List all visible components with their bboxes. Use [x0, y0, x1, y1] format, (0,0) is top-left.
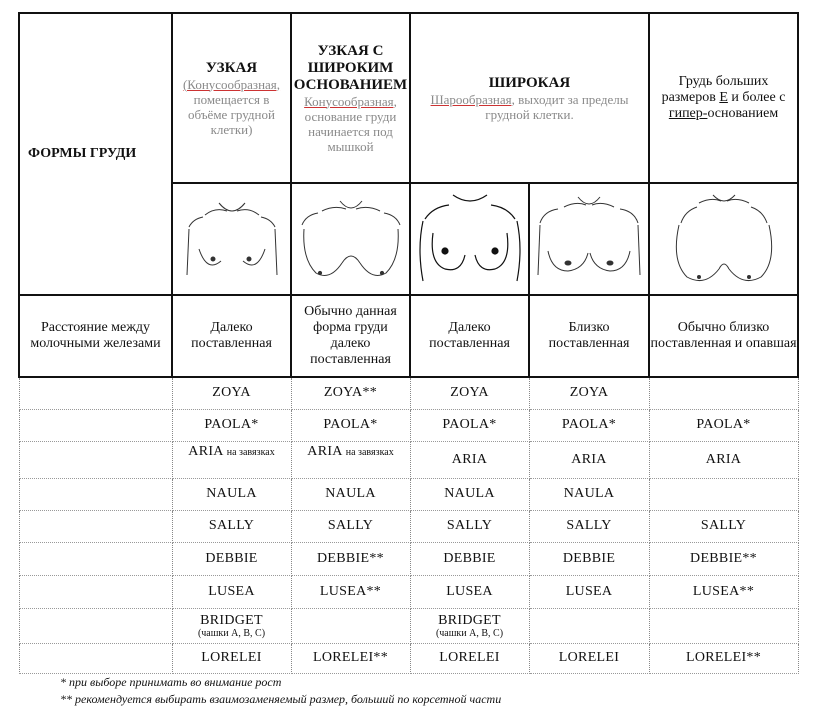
model-row [19, 409, 798, 441]
illustration-wide-close [529, 183, 649, 295]
model-cell: DEBBIE [529, 542, 649, 575]
model-cell: SALLY [291, 510, 410, 542]
model-row [19, 377, 798, 409]
model-cell: SALLY [649, 510, 798, 542]
model-cell: LORELEI [529, 643, 649, 673]
model-row [19, 608, 798, 643]
model-cell: LORELEI** [649, 643, 798, 673]
model-cell: ARIA [410, 441, 529, 478]
model-cell: ARIA [529, 441, 649, 478]
model-cell [529, 608, 649, 643]
model-cell: NAULA [172, 478, 291, 510]
model-cell: PAOLA* [172, 409, 291, 441]
illustration-narrow [172, 183, 291, 295]
distance-value: Далеко поставленная [172, 295, 291, 377]
distance-value: Близко поставленная [529, 295, 649, 377]
model-cell: PAOLA* [291, 409, 410, 441]
model-cell: ARIA на завязках [291, 441, 410, 478]
illustration-narrow-wide-base [291, 183, 410, 295]
distance-value: Обычно близко поставленная и опавшая [649, 295, 798, 377]
model-cell: ZOYA [172, 377, 291, 409]
model-cell: PAOLA* [410, 409, 529, 441]
model-row [19, 542, 798, 575]
model-cell: NAULA [291, 478, 410, 510]
model-cell: SALLY [172, 510, 291, 542]
model-row [19, 643, 798, 673]
model-cell: ZOYA** [291, 377, 410, 409]
model-cell: SALLY [529, 510, 649, 542]
model-cell: ZOYA [529, 377, 649, 409]
distance-label: Расстояние между молочными железами [19, 295, 172, 377]
model-cell: PAOLA* [649, 409, 798, 441]
distance-value: Далеко поставленная [410, 295, 529, 377]
model-cell: LUSEA [410, 575, 529, 608]
model-cell: LORELEI [410, 643, 529, 673]
model-row [19, 478, 798, 510]
model-cell: SALLY [410, 510, 529, 542]
model-cell: LORELEI** [291, 643, 410, 673]
illustration-wide-far [410, 183, 529, 295]
model-cell: PAOLA* [529, 409, 649, 441]
model-cell: ARIA на завязках [172, 441, 291, 478]
model-row [19, 510, 798, 542]
model-cell: LORELEI [172, 643, 291, 673]
col-header-narrow: УЗКАЯ (Конусообразная, помещается в объёме грудной клетки) [172, 13, 291, 183]
model-cell: DEBBIE [410, 542, 529, 575]
illustration-large [649, 183, 798, 295]
model-cell: LUSEA** [649, 575, 798, 608]
model-cell: BRIDGET (чашки А, В, С) [410, 608, 529, 643]
col-header-large: Грудь больших размеров Е и более с гипер-основанием [649, 13, 798, 183]
model-cell [291, 608, 410, 643]
footnote: * при выборе принимать во внимание рост [60, 675, 282, 689]
model-cell [649, 377, 798, 409]
model-row [19, 575, 798, 608]
distance-value: Обычно данная форма груди далеко поставленная [291, 295, 410, 377]
footnote: ** рекомендуется выбирать взаимозаменяемый размер, больший по корсетной части [60, 692, 502, 706]
model-row [19, 441, 798, 478]
col-header-wide: ШИРОКАЯ Шарообразная, выходит за пределы грудной клетки. [410, 13, 649, 183]
forms-header: ФОРМЫ ГРУДИ [19, 13, 172, 295]
model-cell: LUSEA [529, 575, 649, 608]
model-cell [649, 478, 798, 510]
model-cell: ZOYA [410, 377, 529, 409]
col-header-narrow-wide-base: УЗКАЯ С ШИРОКИМ ОСНОВАНИЕМ Конусообразная, основание груди начинается под мышкой [291, 13, 410, 183]
breast-shape-table [18, 12, 797, 674]
model-cell: DEBBIE [172, 542, 291, 575]
model-cell: LUSEA** [291, 575, 410, 608]
footnotes [60, 674, 501, 708]
model-cell: ARIA [649, 441, 798, 478]
model-cell: DEBBIE** [291, 542, 410, 575]
model-cell: NAULA [410, 478, 529, 510]
model-cell [649, 608, 798, 643]
model-cell: LUSEA [172, 575, 291, 608]
model-cell: NAULA [529, 478, 649, 510]
model-cell: DEBBIE** [649, 542, 798, 575]
model-cell: BRIDGET (чашки А, В, С) [172, 608, 291, 643]
